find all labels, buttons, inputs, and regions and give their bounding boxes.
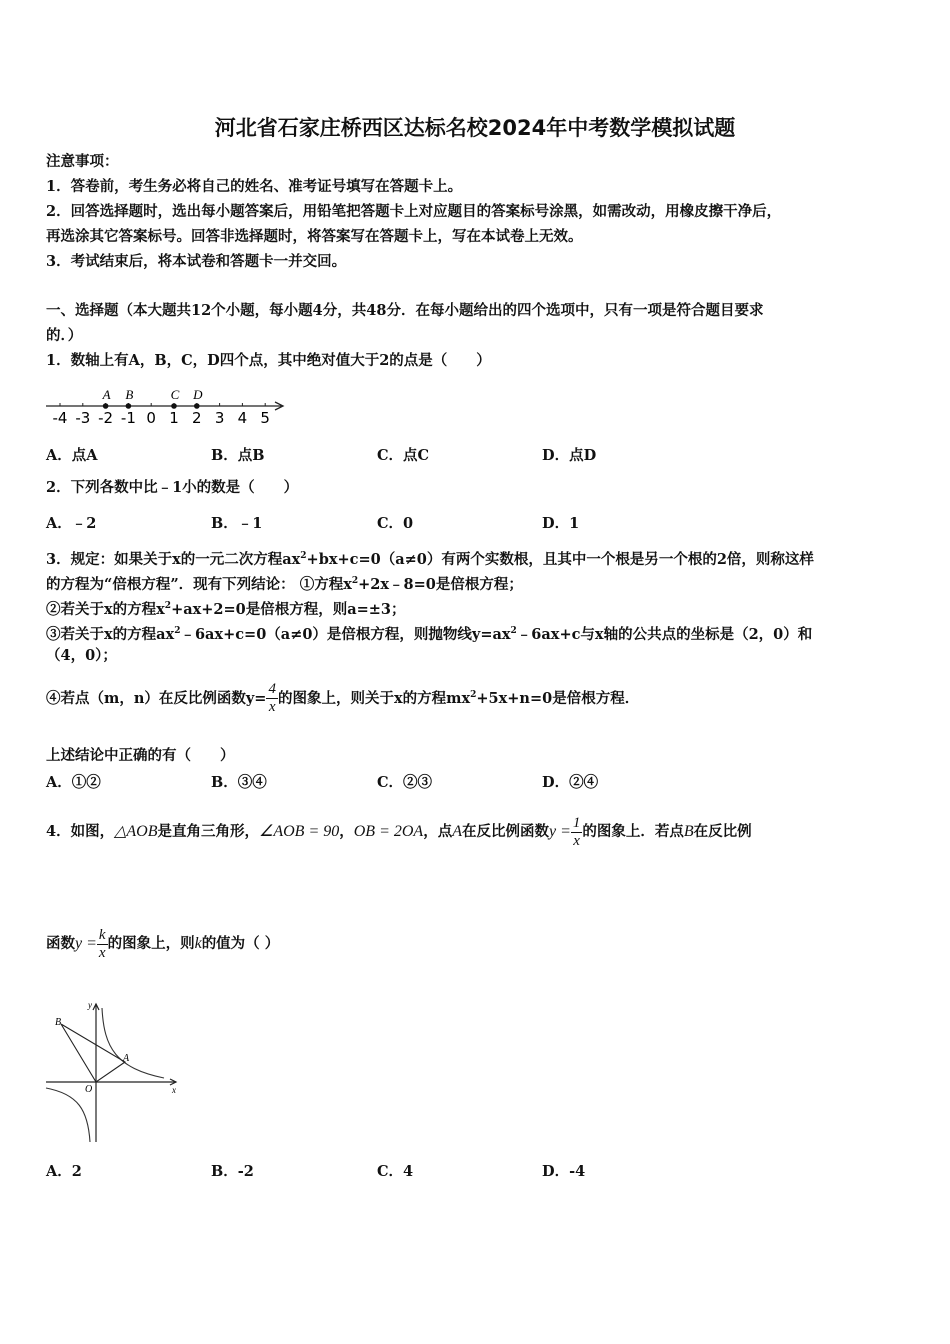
x-axis-label: x [172, 1085, 176, 1095]
q4-figure [44, 998, 184, 1146]
question-4-line: 函数y = $\frac{k}{x}$ 的图象上，则k的值为（ ） [46, 926, 280, 961]
q4-option-c[interactable]: C．4 [377, 1163, 414, 1180]
question-4-line: 4．如图，△AOB是直角三角形，∠AOB = 90，OB = 2OA，点A在反比例函数y = $\frac{1}{x}$ 的图象上．若点B在反比例 [46, 814, 752, 849]
notice-item: 3．考试结束后，将本试卷和答题卡一并交回。 [46, 253, 347, 270]
q4-option-d[interactable]: D．-4 [542, 1163, 586, 1180]
tick-label: -2 [98, 409, 114, 427]
point-b-label: B [55, 1017, 62, 1028]
q4-option-a[interactable]: A．2 [46, 1163, 82, 1180]
q3-option-a[interactable]: A．①② [46, 774, 101, 791]
tick-label: 0 [146, 409, 156, 427]
origin-label: O [85, 1084, 93, 1095]
curve-third-quadrant [46, 1088, 90, 1142]
question-3-ask: 上述结论中正确的有（ ） [46, 747, 235, 764]
point-label: D [193, 387, 203, 402]
notice-item: 1．答卷前，考生务必将自己的姓名、准考证号填写在答题卡上。 [46, 178, 463, 195]
tick-label: 5 [260, 409, 270, 427]
q1-option-a[interactable]: A．点A [46, 447, 98, 464]
point-label: C [170, 387, 180, 402]
q3-option-b[interactable]: B．③④ [211, 774, 267, 791]
q3-option-d[interactable]: D．②④ [542, 774, 599, 791]
tick-label: 4 [237, 409, 248, 427]
tick-label: 1 [169, 409, 179, 427]
q2-option-c[interactable]: C．0 [377, 515, 414, 532]
tick-label: 3 [214, 409, 225, 427]
question-2-stem: 2．下列各数中比﹣1小的数是（ ） [46, 479, 299, 496]
point-label: A [102, 387, 111, 402]
notice-item: 再选涂其它答案标号。回答非选择题时，将答案写在答题卡上，写在本试卷上无效。 [46, 228, 583, 245]
question-3-line: ④若点（m，n）在反比例函数y= $\frac{4}{x}$ 的图象上，则关于x的方程$mx^2+5x+n=0$是倍根方程． [46, 681, 640, 716]
question-3-line: ②若关于x的方程$x^2+ax+2=0$是倍根方程，则a=±3； [46, 600, 406, 618]
tick-label: 2 [192, 409, 202, 427]
point-marker [126, 403, 132, 409]
tick-label: -1 [120, 409, 136, 427]
curve-first-quadrant [102, 1008, 164, 1078]
section-heading-line: 一、选择题（本大题共12个小题，每小题4分，共48分．在每小题给出的四个选项中，只有一项是符合题目要求 [46, 302, 764, 319]
tick-label: -4 [52, 409, 68, 427]
q2-option-b[interactable]: B．﹣1 [211, 515, 263, 532]
number-line-figure [42, 384, 292, 430]
fraction: $\frac{k}{x}$ [98, 926, 106, 961]
notice-heading: 注意事项： [46, 153, 119, 170]
q2-option-a[interactable]: A．﹣2 [46, 515, 97, 532]
point-marker [194, 403, 200, 409]
q2-option-d[interactable]: D．1 [542, 515, 580, 532]
q4-option-b[interactable]: B．-2 [211, 1163, 254, 1180]
y-axis-label: y [88, 1000, 92, 1010]
notice-item: 2．回答选择题时，选出每小题答案后，用铅笔把答题卡上对应题目的答案标号涂黑，如需改动，用橡皮擦干净后， [46, 203, 782, 220]
question-3-line: （4，0）； [46, 647, 117, 664]
point-label: B [125, 387, 134, 402]
page-title: 河北省石家庄桥西区达标名校2024年中考数学模拟试题 [214, 116, 736, 140]
q3-option-c[interactable]: C．②③ [377, 774, 433, 791]
point-marker [171, 403, 177, 409]
q1-option-b[interactable]: B．点B [211, 447, 265, 464]
q1-option-c[interactable]: C．点C [377, 447, 430, 464]
question-3-line: 的方程为“倍根方程”．现有下列结论： ①方程$x^2+2x﹣8=0$是倍根方程； [46, 575, 523, 593]
section-heading-line: 的．） [46, 327, 83, 344]
point-marker [103, 403, 109, 409]
point-a-label: A [123, 1053, 130, 1064]
fraction: $\frac{4}{x}$ [268, 681, 276, 716]
question-3-line: 3．规定：如果关于x的一元二次方程$ax^2+bx+c=0(a\ne 0)$有两个实数根，且其中一个根是另一个根的2倍，则称这样 [46, 550, 814, 568]
tick-label: -3 [75, 409, 91, 427]
question-3-line: ③若关于x的方程$ax^2﹣6ax+c=0(a\ne 0)$是倍根方程，则抛物线$y=ax^2﹣6ax+c$与x轴的公共点的坐标是（2，0）和 [46, 625, 813, 643]
q1-option-d[interactable]: D．点D [542, 447, 597, 464]
question-1-stem: 1．数轴上有A，B，C，D四个点，其中绝对值大于2的点是（ ） [46, 352, 491, 369]
fraction: $\frac{1}{x}$ [572, 814, 581, 849]
